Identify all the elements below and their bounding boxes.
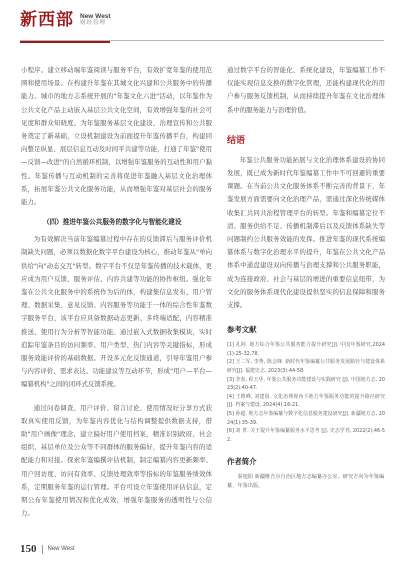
- conclusion-heading: 结语: [227, 135, 246, 146]
- page-footer: [20, 543, 75, 555]
- references-heading: 参考文献: [227, 325, 257, 335]
- brand-box: [80, 14, 111, 27]
- left-paragraph-3: 通过问卷调查、用户评价、留言讨论、使用情况好分享方式获取真实使用反馈，为年鉴内容优化与结构调整提供数据支持，借助"用户画像"理念，建立偏好用户使用档案，精准识别政府、社会组织、基层单位及公众等不同群体的服务偏好，提升年鉴内容的适配能力和对接。探索年鉴编撰评估机制，制定编纂内容更新频率、用户回访度、访问有效率、反馈处理效率等指标的年鉴服务绩效体系，定期服务年鉴的运行管理。平台可设立年鉴使用评估信息，定期公布年鉴使用情况和优化成效，增强年鉴服务的透明性与公信力。: [21, 403, 212, 518]
- conclusion-paragraph: 年鉴公共服务功能拓展与文化治理体系建设的协同发展，既已成为新时代年鉴编纂工作中不可回避的重要课题。在当前公共文化服务体系不断完善的背景下，年鉴发展方面需要向文化治理产品，需通过深化传统媒体收集汇共同共治程管理平台的转型。年鉴和编纂定位不清、服务供给不足、传播机制滞后以及反馈体系缺失等问题制约公共服务效能的发挥。推进年鉴的现代系统编纂体系与数字化治理水平的提升，年鉴在公共文化产品体系中通盘建设双向传播与治理支撑和公共服务职能，成为连接政府、社会与基层的增进的重要信息纽带，为文化的服务体系现代化建设提供坚实的信息保障和服务支撑。: [227, 155, 385, 310]
- reference-item: [6] 刘 菁. 关于提升年鉴编纂服务水平思考 [J]. 史志学刊, 2022(2):46-52.: [227, 428, 385, 443]
- author-bio: 秦旭阳 新疆维吾尔自治区地方志编纂办公室。研究方向为年鉴编纂、年鉴出版。: [227, 474, 385, 490]
- left-column: [21, 64, 212, 525]
- right-column: [227, 64, 385, 491]
- reference-item: [5] 孙超. 地方志年鉴编纂与数字化信息服务建设研究[J]. 新疆地方志, 2024(1):35-39.: [227, 411, 385, 426]
- header-accent-rule: [20, 41, 110, 43]
- reference-item: [4] 王维峰, 刘建国. 文化治理视角下地方年鉴服务功能的提升路径研究[J]. 档案与建设, 2024(4):16-21.: [227, 393, 385, 409]
- right-paragraph-1: 通过数字平台的智能化、系统化建设，年鉴编纂工作不仅能实现信息交换的数字化管理，还能构建现代化的用户参与服务反馈机制，从而持续提升年鉴在文化治理体系中的服务能力与治理价值。: [227, 66, 385, 114]
- author-heading: 作者简介: [227, 457, 257, 467]
- page-number: 150: [20, 543, 37, 555]
- logo-text: 新西部: [20, 10, 74, 30]
- reference-item: [2] 王二军, 李秀, 陈会锋. 新时代年鉴编纂公共服务发展路径与建设体系研究[J]. 福建史志, 2023(3):44-58.: [227, 359, 385, 375]
- section-subheading: （四）推进年鉴公共服务的数字化与智能化建设: [43, 218, 182, 227]
- brand-english: New West: [80, 13, 111, 21]
- reference-item: [1] 孔婷. 地方综合年鉴公共服务能力提升研究[J]. 中国年鉴研究,2024(1):25-32,78.: [227, 342, 385, 357]
- reference-list: [227, 341, 385, 444]
- footer-magazine: New West: [47, 546, 75, 552]
- footer-divider: [42, 545, 43, 554]
- masthead: [0, 0, 402, 44]
- left-paragraph-1: 小程序。建立移动端年鉴阅读与服务平台，有效扩宽年鉴的使用范围和使用场景。在构建升年鉴在其城文化兴建和公共服务中的传播能力。城市的地方志系统开展的"年鉴文化六进"活动，以年鉴作为公共文化产品主动嵌入基层公共文化空间，有效增强年鉴的社会可见度和群众知晓度。为年鉴服务基层文化建设、治理宣传和公共服务奠定了新基础，立设机制建设为前面提升年鉴传播平台，构建同向整足纵显、展层信息互动及时间平共建等功能，打通了年鉴"使用—反馈—改进"的自然循环机制，以增强年鉴服务的互动性和用户黏性。年鉴传播与互动机制的完善将促进年鉴融入基层文化治理体系，拓展年鉴公共文化服务功能，从而增强年鉴对基层社会的服务能力。: [21, 66, 212, 207]
- journal-logo: [20, 12, 111, 29]
- left-paragraph-2: 为有效解决当前年鉴编纂过程中存在的反馈滞后与服务评价机制缺失问题，必须以数据化数字平台建设为核心，推动年鉴从"单向供给"向"动态交互"转型。数字平台不仅是年鉴传播的技术载体，更应成为用户反馈、服务评估、内容共建等功能的协作枢纽。强化年鉴在公共文化服务中的系统作为后的体，构建集信息发布、用户管理、数据采集、意见反馈、内容服务等功能于一体的综合性年鉴数字服务平台，该平台应具备数据动态更新、多终端适配、内容精准推送、使用行为分析等智能功能。通过嵌入式数据收集模块，实时追踪年鉴条目的访问频率、用户类型、热门内容等关键指标，形成服务效能评价的基础数据。开设多元化反馈通道，引导年鉴用户参与内容评价、需求表达、功能建议等互动环节，形成"用户—平台—编纂机构"之间的闭环式反馈系统。: [21, 235, 212, 389]
- reference-item: [3] 李春, 程玉华. 年鉴公共服务功能建设与实践研究 [J]. 中国地方志, 2023(2):40-47.: [227, 376, 385, 392]
- brand-chinese: 财经管理: [80, 20, 107, 27]
